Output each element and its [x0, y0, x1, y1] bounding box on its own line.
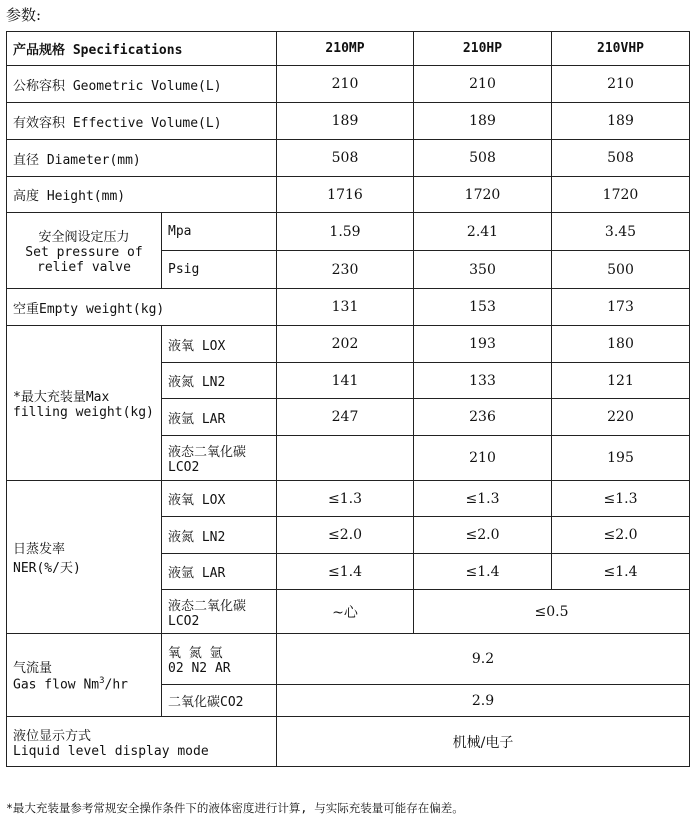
max-filling-label-2: filling weight(kg) — [13, 405, 154, 420]
cell-value: ≤1.4 — [552, 554, 690, 590]
sub-label: 液氮 LN2 — [162, 517, 277, 554]
cell-value: 9.2 — [277, 634, 690, 685]
level-label-2: Liquid level display mode — [13, 743, 209, 759]
sub-label: Psig — [162, 251, 277, 289]
sub-label-2: LCO2 — [168, 613, 200, 629]
table-row — [7, 634, 690, 685]
cell-value: 1716 — [277, 177, 414, 213]
table-row — [7, 213, 690, 251]
cell-value: 189 — [414, 103, 552, 140]
sub-label-1: 氧 氮 氩 — [168, 646, 223, 661]
cell-value: ≤1.4 — [414, 554, 552, 590]
sub-label: Mpa — [162, 213, 277, 251]
cell-value: 210 — [277, 66, 414, 103]
cell-value: ~心 — [277, 590, 414, 634]
row-label: 高度 Height(mm) — [7, 177, 277, 213]
cell-value: 350 — [414, 251, 552, 289]
cell-value: 141 — [277, 363, 414, 399]
gas-flow-label-2 — [13, 676, 155, 692]
spec-header-label: 产品规格 Specifications — [7, 32, 277, 66]
table-row — [7, 177, 690, 213]
cell-value: 210 — [414, 436, 552, 481]
sub-label-2: LCO2 — [168, 460, 200, 475]
cell-value: 247 — [277, 399, 414, 436]
cell-value: 173 — [552, 289, 690, 326]
cell-value: ≤2.0 — [552, 517, 690, 554]
sub-label: 液氮 LN2 — [162, 363, 277, 399]
sub-label: 液氩 LAR — [162, 399, 277, 436]
cell-value: 193 — [414, 326, 552, 363]
max-filling-label-1: *最大充装量Max — [13, 390, 110, 405]
cell-value: 121 — [552, 363, 690, 399]
page-title: 参数: — [6, 6, 42, 24]
cell-value: 3.45 — [552, 213, 690, 251]
level-label-1: 液位显示方式 — [13, 728, 92, 744]
cell-value: ≤0.5 — [414, 590, 690, 634]
cell-value: 2.9 — [277, 685, 690, 717]
cell-value: 508 — [414, 140, 552, 177]
sub-label-1: 液态二氧化碳 — [168, 598, 247, 614]
ner-label-1: 日蒸发率 — [13, 542, 66, 557]
cell-value: 1720 — [552, 177, 690, 213]
row-label: 空重Empty weight(kg) — [7, 289, 277, 326]
table-row — [7, 717, 690, 767]
table-row — [7, 103, 690, 140]
spec-table — [6, 31, 690, 767]
level-display-label — [7, 717, 277, 767]
cell-value: ≤1.4 — [277, 554, 414, 590]
cell-value: ≤1.3 — [277, 481, 414, 517]
sub-label: 液氧 LOX — [162, 326, 277, 363]
model-header: 210MP — [277, 32, 414, 66]
cell-value: ≤1.3 — [414, 481, 552, 517]
cell-value: 236 — [414, 399, 552, 436]
ner-label — [7, 481, 162, 634]
row-label: 公称容积 Geometric Volume(L) — [7, 66, 277, 103]
cell-value: 195 — [552, 436, 690, 481]
cell-value: 153 — [414, 289, 552, 326]
cell-value: 1.59 — [277, 213, 414, 251]
cell-value: 500 — [552, 251, 690, 289]
max-filling-label — [7, 326, 162, 481]
sub-label: 液氩 LAR — [162, 554, 277, 590]
table-row — [7, 326, 690, 363]
cell-value: 机械/电子 — [277, 717, 690, 767]
gas-flow-sup: 3 — [99, 676, 105, 687]
cell-value: 230 — [277, 251, 414, 289]
cell-value: 1720 — [414, 177, 552, 213]
sub-label: 液氧 LOX — [162, 481, 277, 517]
cell-value: ≤2.0 — [414, 517, 552, 554]
cell-value — [277, 436, 414, 481]
relief-label-en1: Set pressure of — [25, 245, 143, 260]
sub-label: 二氧化碳CO2 — [162, 685, 277, 717]
gas-flow-label-2a: Gas flow Nm — [13, 677, 100, 693]
table-row — [7, 140, 690, 177]
cell-value: 131 — [277, 289, 414, 326]
cell-value: 189 — [552, 103, 690, 140]
sub-label-1: 液态二氧化碳 — [168, 445, 247, 460]
ner-label-2: NER(%/天) — [13, 561, 81, 576]
cell-value: 508 — [277, 140, 414, 177]
cell-value: 202 — [277, 326, 414, 363]
row-label: 有效容积 Effective Volume(L) — [7, 103, 277, 140]
sub-label-2: 02 N2 AR — [168, 661, 231, 676]
gas-flow-label-1: 气流量 — [13, 661, 53, 677]
table-row — [7, 289, 690, 326]
cell-value: 133 — [414, 363, 552, 399]
relief-pressure-label — [7, 213, 162, 289]
relief-label-en2: relief valve — [37, 260, 131, 275]
cell-value: ≤2.0 — [277, 517, 414, 554]
table-row — [7, 32, 690, 66]
cell-value: 180 — [552, 326, 690, 363]
cell-value: 2.41 — [414, 213, 552, 251]
table-row — [7, 66, 690, 103]
model-header: 210VHP — [552, 32, 690, 66]
cell-value: 508 — [552, 140, 690, 177]
sub-label — [162, 634, 277, 685]
footnote: *最大充装量参考常规安全操作条件下的液体密度进行计算, 与实际充装量可能存在偏差。 — [6, 801, 464, 815]
cell-value: 210 — [552, 66, 690, 103]
cell-value: 220 — [552, 399, 690, 436]
row-label: 直径 Diameter(mm) — [7, 140, 277, 177]
sub-label — [162, 436, 277, 481]
gas-flow-label — [7, 634, 162, 717]
sub-label — [162, 590, 277, 634]
table-row — [7, 481, 690, 517]
relief-label-cn: 安全阀设定压力 — [38, 230, 130, 245]
gas-flow-label-2b: /hr — [104, 677, 128, 693]
cell-value: 210 — [414, 66, 552, 103]
model-header: 210HP — [414, 32, 552, 66]
cell-value: 189 — [277, 103, 414, 140]
cell-value: ≤1.3 — [552, 481, 690, 517]
